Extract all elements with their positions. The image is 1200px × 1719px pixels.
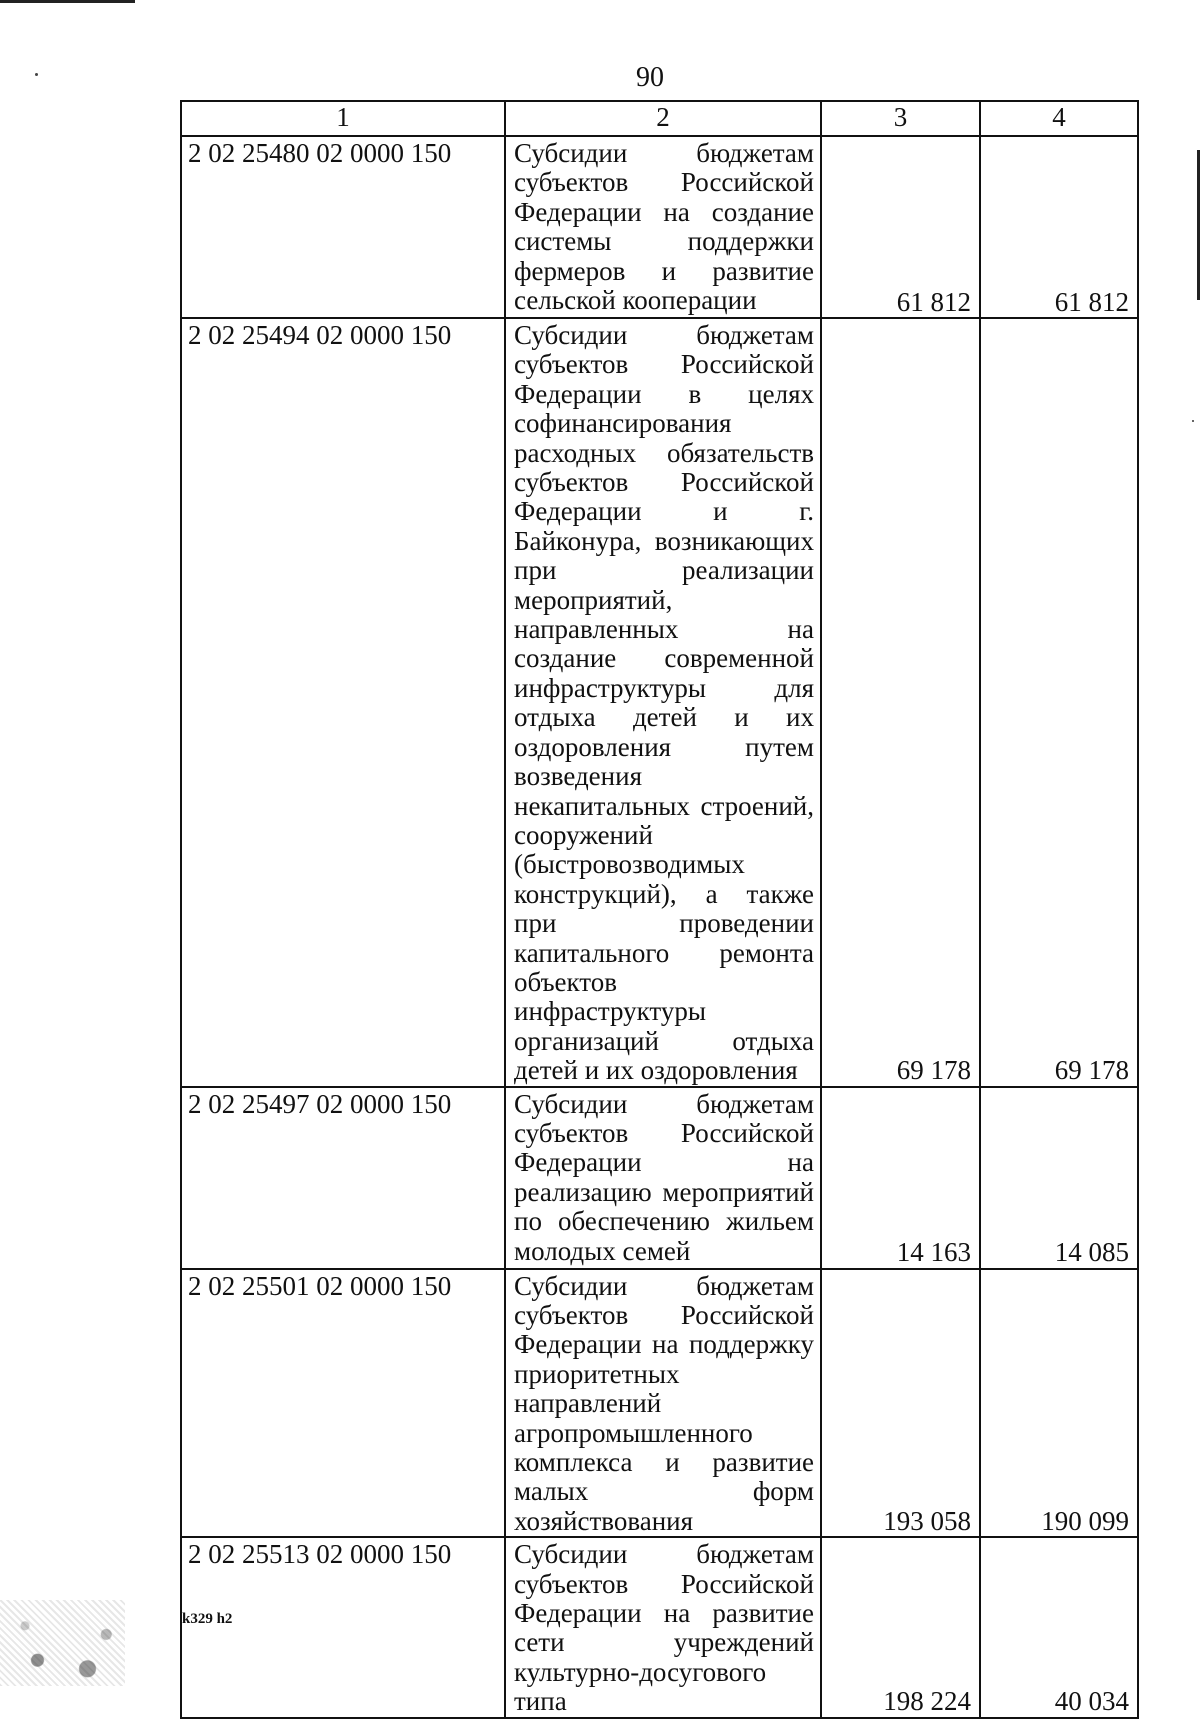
column-header: 4: [980, 101, 1138, 136]
row-description-text: Субсидии бюджетам субъектов Российской Федерации на создание системы поддержки фермеров и развитие сельской кооперации: [514, 138, 814, 316]
header-row: [181, 101, 1138, 136]
amount-col3: 198 224: [821, 1537, 980, 1717]
amount-col4: 40 034: [980, 1537, 1138, 1717]
row-description: [505, 136, 821, 318]
budget-code: 2 02 25497 02 0000 150: [181, 1087, 505, 1269]
table-row: [181, 1537, 1138, 1717]
amount-col3: 193 058: [821, 1269, 980, 1538]
column-header: 3: [821, 101, 980, 136]
budget-code: 2 02 25480 02 0000 150: [181, 136, 505, 318]
row-description: [505, 1087, 821, 1269]
scan-speck: [35, 73, 38, 76]
budget-code: 2 02 25494 02 0000 150: [181, 318, 505, 1087]
amount-col4: 190 099: [980, 1269, 1138, 1538]
scan-edge-line: [0, 0, 135, 3]
scan-noise: [0, 1600, 125, 1686]
amount-col4: 61 812: [980, 136, 1138, 318]
amount-col4: 69 178: [980, 318, 1138, 1087]
table-row: [181, 1269, 1138, 1538]
column-header: 1: [181, 101, 505, 136]
amount-col3: 61 812: [821, 136, 980, 318]
row-description-text: Субсидии бюджетам субъектов Российской Федерации в целях софинансирования расходных обязательств субъектов Российской Федерации и г. Байконура, возникающих при реализации мероприятий, направленных на создание современной инфраструктуры для отдыха детей и их оздоровления путем возведения некапитальных строений, сооружений (быстровозводимых конструкций), а также при проведении капитального ремонта объектов инфраструктуры организаций отдыха детей и их оздоровления: [514, 320, 814, 1086]
row-description: [505, 1537, 821, 1717]
amount-col3: 14 163: [821, 1087, 980, 1269]
table-row: [181, 318, 1138, 1087]
table-row: [181, 136, 1138, 318]
row-description: [505, 318, 821, 1087]
row-description-text: Субсидии бюджетам субъектов Российской Федерации на реализацию мероприятий по обеспечению жильем молодых семей: [514, 1088, 814, 1266]
amount-col4: 14 085: [980, 1087, 1138, 1269]
column-header: 2: [505, 101, 821, 136]
row-description-text: Субсидии бюджетам субъектов Российской Федерации на развитие сети учреждений культурно-досугового типа: [514, 1539, 814, 1717]
document-code-mark: k329 h2: [182, 1611, 233, 1627]
scan-speck: [1192, 420, 1194, 422]
row-description: [505, 1269, 821, 1538]
budget-table: [180, 100, 1139, 1719]
row-description-text: Субсидии бюджетам субъектов Российской Федерации на поддержку приоритетных направлений агропромышленного комплекса и развитие малых форм хозяйствования: [514, 1270, 814, 1536]
budget-code: 2 02 25513 02 0000 150: [181, 1537, 505, 1717]
amount-col3: 69 178: [821, 318, 980, 1087]
table-row: [181, 1087, 1138, 1269]
budget-code: 2 02 25501 02 0000 150: [181, 1269, 505, 1538]
page-number: 90: [636, 62, 664, 93]
